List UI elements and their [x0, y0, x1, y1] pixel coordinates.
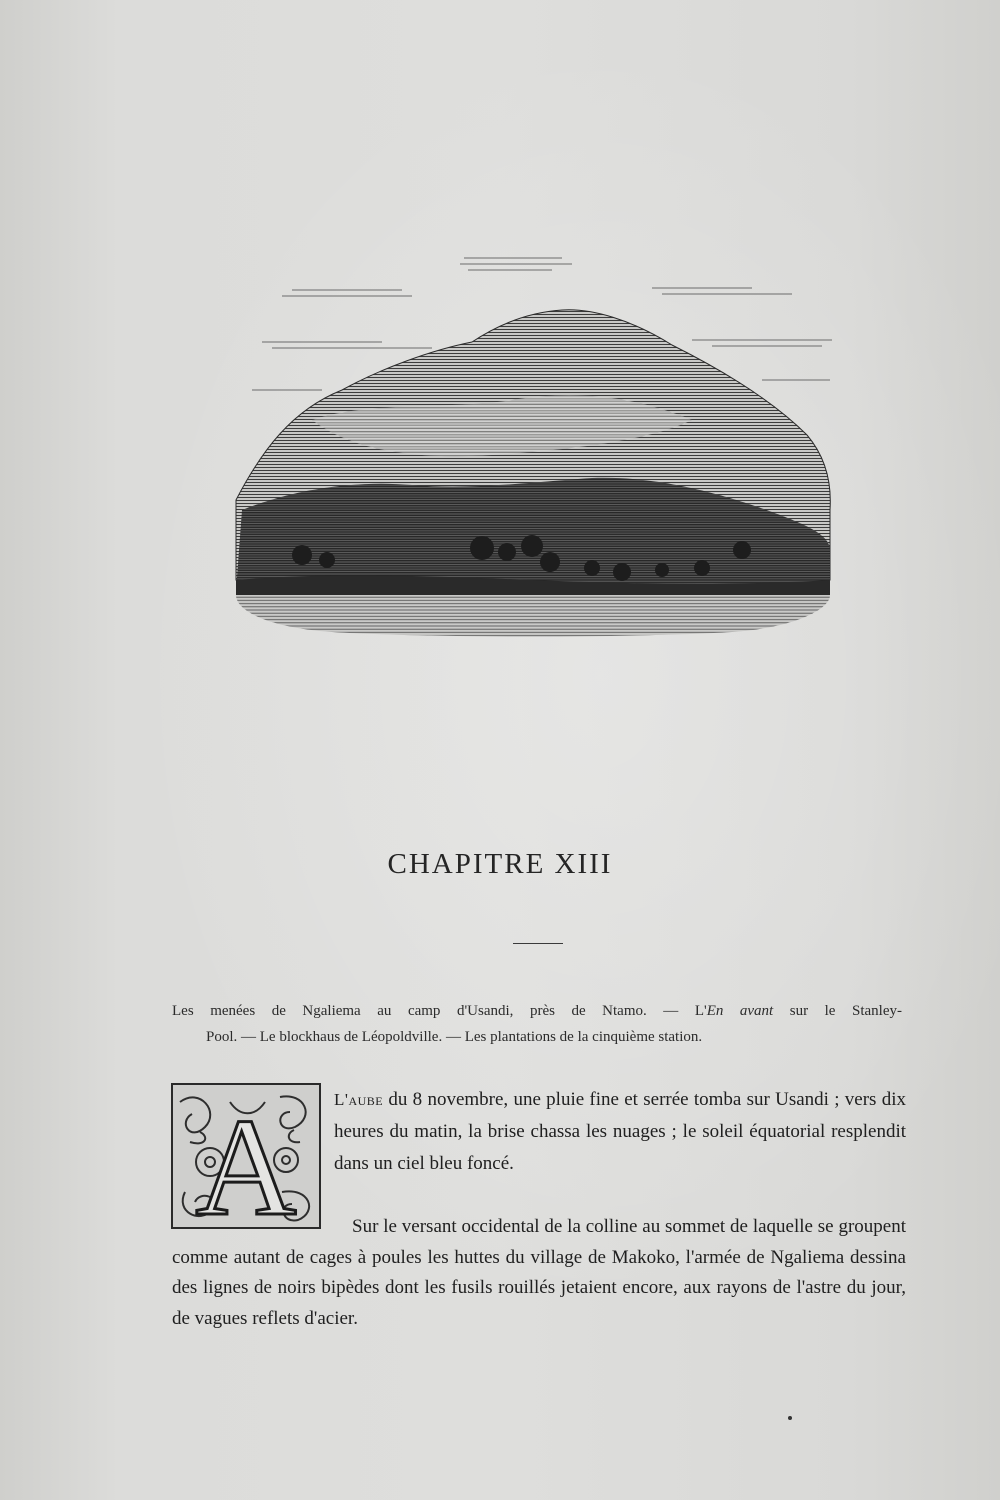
summary-line-1-start: Les menées de Ngaliema au camp d'Usandi, près de Ntamo. — L'	[172, 1003, 707, 1019]
chapter-summary	[172, 998, 910, 1050]
opening-smallcaps: L'aube	[334, 1090, 384, 1109]
dropcap-letter: A	[195, 1090, 297, 1230]
summary-line-2: Pool. — Le blockhaus de Léopoldville. — Les plantations de la cinquième station.	[206, 1029, 703, 1045]
summary-line-1	[172, 998, 902, 1024]
ornamental-dropcap-icon	[170, 1082, 322, 1230]
paragraph-1	[334, 1084, 906, 1180]
engraved-hill-landscape-icon	[232, 250, 834, 640]
divider	[513, 943, 563, 944]
ink-speck	[788, 1416, 792, 1420]
paragraph-2-text: Sur le versant occidental de la colline au sommet de laquelle se groupent comme autant de cages à poules les huttes du village de Makoko, l'armée de Ngaliema dessina des lignes de noirs bipèdes dont les fusils rouillés jetaient encore, aux rayons de l'astre du jour, de vagues reflets d'acier.	[172, 1216, 906, 1329]
paragraph-1-text: du 8 novembre, une pluie fine et serrée tomba sur Usandi ; vers dix heures du matin, la brise chassa les nuages ; le soleil équatorial resplendit dans un ciel bleu foncé.	[334, 1089, 906, 1174]
summary-italic: En avant	[706, 1003, 774, 1019]
chapter-title: CHAPITRE XIII	[387, 848, 613, 880]
paragraph-2	[172, 1212, 906, 1334]
summary-line-1-end: sur le Stanley-	[773, 1003, 902, 1019]
